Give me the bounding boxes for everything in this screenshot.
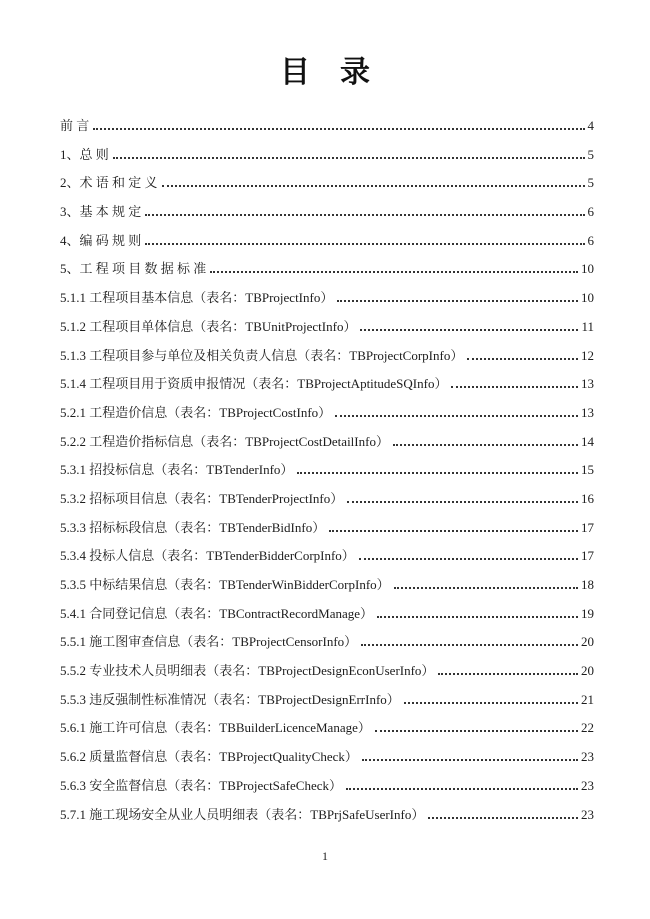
dot-leader [297,472,578,474]
toc-entry [60,692,594,721]
toc-entry-page: 6 [587,232,594,248]
toc-entry-page: 14 [581,433,594,449]
toc-entry-page: 10 [581,290,594,306]
toc-entry [60,290,594,319]
toc-entry-page: 23 [581,777,594,793]
toc-entry [60,491,594,520]
toc-entry-page: 21 [581,691,594,707]
toc-entry [60,147,594,176]
toc-entry [60,118,594,147]
toc-entry [60,807,594,836]
toc-entry [60,376,594,405]
toc-entry-label: 5.5.3 违反强制性标准情况（表名：TBProjectDesignErrInfo） [60,691,400,707]
toc-entry [60,634,594,663]
toc-entry-page: 6 [587,204,594,220]
toc-entry-page: 11 [581,318,594,334]
dot-leader [404,702,578,704]
toc-entry-label: 5.1.2 工程项目单体信息（表名：TBUnitProjectInfo） [60,318,357,334]
dot-leader [428,817,578,819]
toc-entry-page: 20 [581,663,594,679]
toc-entry-page: 10 [581,261,594,277]
toc-entry-page: 13 [581,376,594,392]
dot-leader [362,759,578,761]
dot-leader [337,300,578,302]
toc-entry-page: 23 [581,806,594,822]
dot-leader [346,788,578,790]
toc-entry-page: 16 [581,490,594,506]
toc-entry [60,577,594,606]
toc-entry-page: 23 [581,749,594,765]
toc-entry-label: 2、术 语 和 定 义 [60,175,158,191]
toc-entry-label: 5.1.3 工程项目参与单位及相关负责人信息（表名：TBProjectCorpInfo） [60,347,464,363]
toc-entry-label: 3、基 本 规 定 [60,204,142,220]
toc-entry [60,548,594,577]
dot-leader [329,530,578,532]
dot-leader [347,501,578,503]
footer-page-number: 1 [322,849,328,864]
toc-entry-page: 15 [581,462,594,478]
toc-entry [60,261,594,290]
toc-entry-page: 12 [581,347,594,363]
toc-entry-page: 17 [581,519,594,535]
toc-entry [60,405,594,434]
dot-leader [361,644,578,646]
page-title: 目 录 [280,55,370,90]
toc-entry-page: 19 [581,605,594,621]
toc-entry-label: 5、工 程 项 目 数 据 标 准 [60,261,207,277]
toc-entry-page: 4 [587,118,594,133]
toc-entry [60,434,594,463]
dot-leader [162,185,585,187]
toc-entry-label: 5.5.2 专业技术人员明细表（表名：TBProjectDesignEconUserInfo） [60,663,435,679]
toc-entry [60,462,594,491]
toc-entry [60,233,594,262]
toc-entry [60,204,594,233]
dot-leader [360,329,578,331]
toc-entry [60,606,594,635]
toc-entry-label: 5.3.4 投标人信息（表名：TBTenderBidderCorpInfo） [60,548,355,564]
toc-entry-label: 5.5.1 施工图审查信息（表名：TBProjectCensorInfo） [60,634,358,650]
toc-entry-label: 5.2.2 工程造价指标信息（表名：TBProjectCostDetailInfo） [60,433,389,449]
toc-entry-label: 5.3.1 招投标信息（表名：TBTenderInfo） [60,462,294,478]
toc-entry-label: 前 言 [60,118,90,133]
dot-leader [377,616,578,618]
toc-entry-label: 5.2.1 工程造价信息（表名：TBProjectCostInfo） [60,404,332,420]
toc-entry-label: 5.3.5 中标结果信息（表名：TBTenderWinBidderCorpInfo） [60,577,390,592]
toc-entry-label: 5.6.1 施工许可信息（表名：TBBuilderLicenceManage） [60,720,371,736]
toc-entry-label: 5.6.3 安全监督信息（表名：TBProjectSafeCheck） [60,777,342,793]
toc-entry-page: 13 [581,404,594,420]
dot-leader [375,730,578,732]
dot-leader [145,214,584,216]
toc-list [60,118,594,835]
toc-entry [60,319,594,348]
toc-entry-page: 20 [581,634,594,650]
dot-leader [359,558,578,560]
toc-entry-label: 5.3.3 招标标段信息（表名：TBTenderBidInfo） [60,519,326,535]
toc-entry-label: 5.6.2 质量监督信息（表名：TBProjectQualityCheck） [60,749,358,765]
toc-entry [60,778,594,807]
toc-entry-label: 1、总 则 [60,146,109,162]
toc-entry [60,348,594,377]
toc-entry [60,749,594,778]
dot-leader [145,243,584,245]
toc-entry-label: 5.7.1 施工现场安全从业人员明细表（表名：TBPrjSafeUserInfo） [60,806,425,822]
toc-entry-label: 5.1.4 工程项目用于资质申报情况（表名：TBProjectAptitudeSQInfo） [60,376,448,392]
toc-entry-page: 5 [587,175,594,191]
dot-leader [113,157,585,159]
dot-leader [394,587,578,589]
toc-entry-page: 5 [587,146,594,162]
toc-entry-label: 5.1.1 工程项目基本信息（表名：TBProjectInfo） [60,290,334,306]
dot-leader [467,358,578,360]
dot-leader [335,415,578,417]
toc-entry-label: 4、编 码 规 则 [60,232,142,248]
toc-entry-label: 5.4.1 合同登记信息（表名：TBContractRecordManage） [60,605,374,621]
dot-leader [210,271,578,273]
toc-entry [60,720,594,749]
dot-leader [393,444,578,446]
toc-entry [60,175,594,204]
toc-entry [60,520,594,549]
toc-entry [60,663,594,692]
dot-leader [93,128,584,130]
toc-entry-page: 17 [581,548,594,564]
toc-entry-page: 22 [581,720,594,736]
toc-entry-label: 5.3.2 招标项目信息（表名：TBTenderProjectInfo） [60,490,344,506]
dot-leader [438,673,578,675]
toc-entry-page: 18 [581,577,594,592]
dot-leader [451,386,578,388]
